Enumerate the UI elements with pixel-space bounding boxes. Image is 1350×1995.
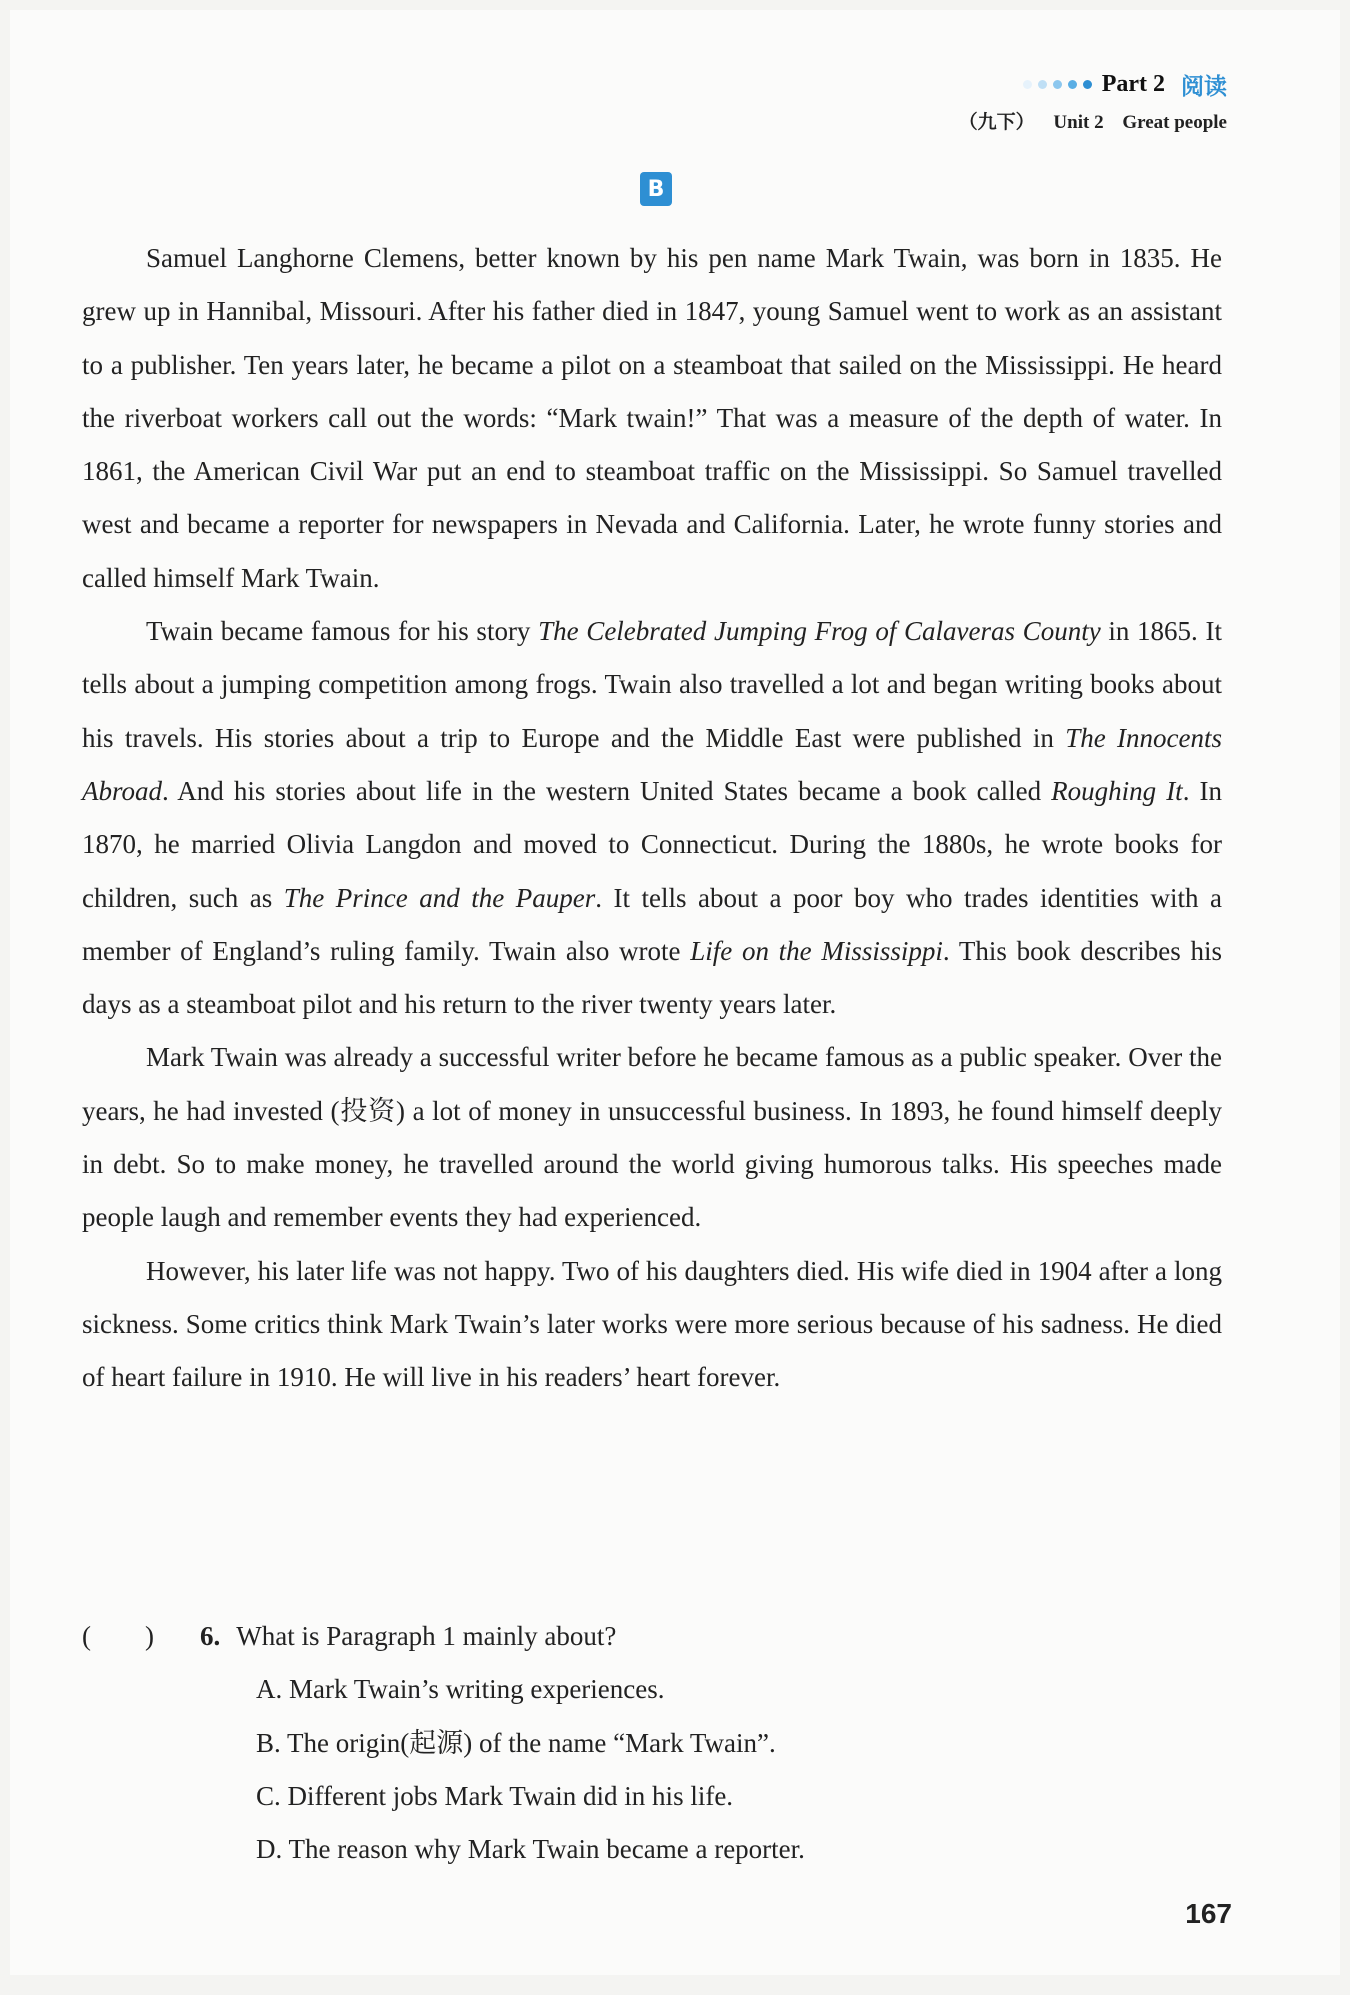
- option-a[interactable]: A. Mark Twain’s writing experiences.: [256, 1674, 665, 1705]
- question-text: What is Paragraph 1 mainly about?: [236, 1621, 617, 1651]
- dot-icon: [1053, 80, 1062, 89]
- unit-label: Unit 2: [1053, 112, 1104, 133]
- page-header: [959, 68, 1227, 134]
- grade-label: （九下）: [958, 112, 1035, 133]
- reading-label: 阅读: [1181, 74, 1227, 100]
- section-badge: B: [640, 172, 672, 206]
- question-number: 6.: [200, 1621, 221, 1651]
- answer-blank[interactable]: ( ): [82, 1621, 154, 1651]
- page-number: 167: [1185, 1898, 1232, 1929]
- option-b[interactable]: B. The origin(起源) of the name “Mark Twain”.: [256, 1727, 776, 1758]
- header-unit-line: [959, 107, 1227, 134]
- question-6: [82, 1610, 1222, 1876]
- unit-title: Great people: [1122, 112, 1227, 133]
- paragraph: Mark Twain was already a successful writer before he became famous as a public speaker. Over the years, he had invested (投资) a lot of money in unsuccessful business. In 1893, he found himself deeply in debt. So to make money, he travelled around the world giving humorous talks. His speeches made people laugh and remember events they had experienced.: [82, 1042, 1222, 1233]
- dot-icon: [1038, 80, 1047, 89]
- paragraph: Samuel Langhorne Clemens, better known by his pen name Mark Twain, was born in 1835. He grew up in Hannibal, Missouri. After his father died in 1847, young Samuel went to work as an assistant to a publisher. Ten years later, he became a pilot on a steamboat that sailed on the Mississippi. He heard the riverboat workers call out the words: “Mark twain!” That was a measure of the depth of water. In 1861, the American Civil War put an end to steamboat traffic on the Mississippi. So Samuel travelled west and became a reporter for newspapers in Nevada and California. Later, he wrote funny stories and called himself Mark Twain.: [82, 243, 1222, 593]
- header-part-line: [959, 68, 1227, 101]
- dot-icon: [1068, 80, 1077, 89]
- option-c[interactable]: C. Different jobs Mark Twain did in his life.: [256, 1780, 734, 1811]
- article-body: [82, 232, 1222, 1405]
- part-label: Part 2: [1101, 71, 1165, 97]
- question-stem: [82, 1610, 1222, 1663]
- dot-icon: [1083, 80, 1092, 89]
- paragraph: However, his later life was not happy. Two of his daughters died. His wife died in 1904 after a long sickness. Some critics think Mark Twain’s later works were more serious because of his sadness. He died of heart failure in 1910. He will live in his readers’ heart forever.: [82, 1255, 1222, 1393]
- decorative-dots: [1023, 80, 1092, 89]
- textbook-page: [10, 10, 1340, 1975]
- option-d[interactable]: D. The reason why Mark Twain became a reporter.: [256, 1834, 805, 1865]
- paragraph: Twain became famous for his story The Celebrated Jumping Frog of Calaveras County in 1865. It tells about a jumping competition among frogs. Twain also travelled a lot and began writing books about his travels. His stories about a trip to Europe and the Middle East were published in The Innocents Abroad. And his stories about life in the western United States became a book called Roughing It. In 1870, he married Olivia Langdon and moved to Connecticut. During the 1880s, he wrote books for children, such as The Prince and the Pauper. It tells about a poor boy who trades identities with a member of England’s ruling family. Twain also wrote Life on the Mississippi. This book describes his days as a steamboat pilot and his return to the river twenty years later.: [82, 616, 1223, 1020]
- dot-icon: [1023, 80, 1032, 89]
